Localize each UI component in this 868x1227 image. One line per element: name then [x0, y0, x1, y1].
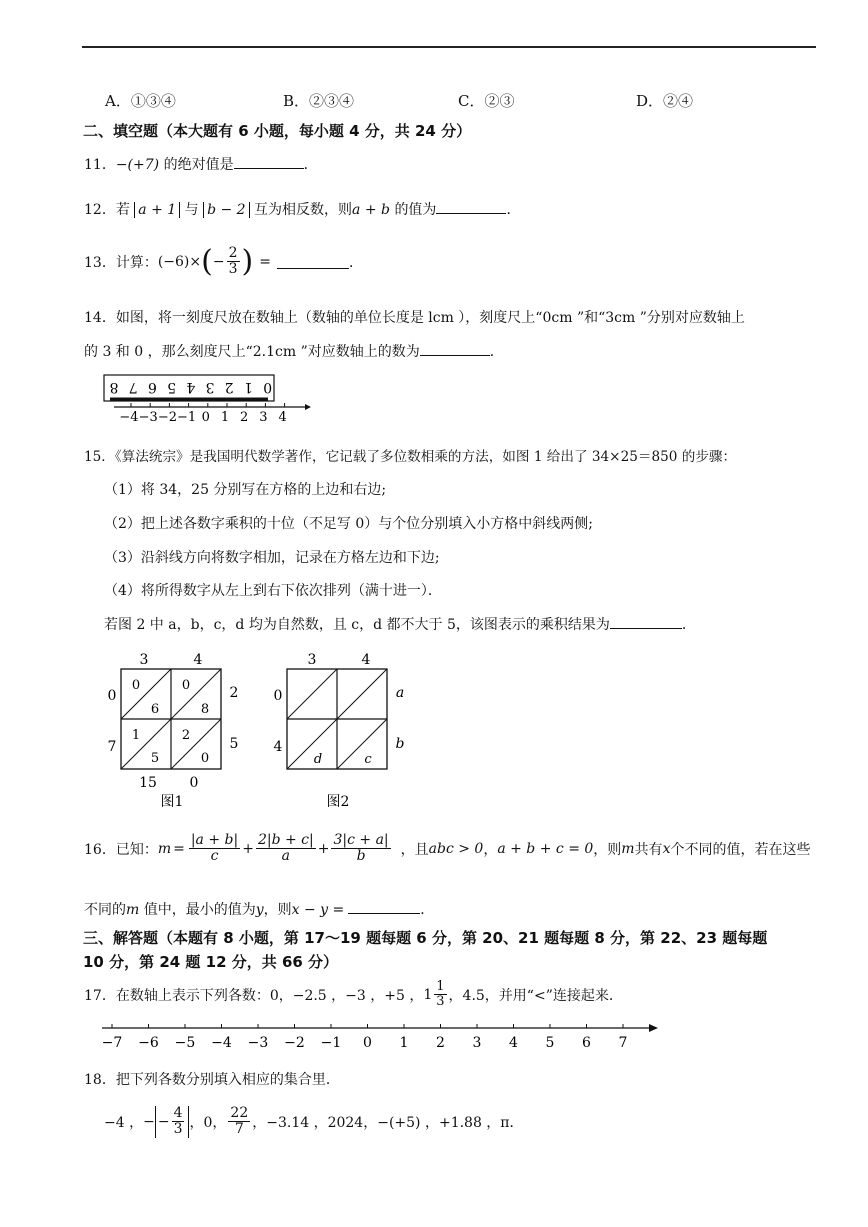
- q16-t1: ，且: [400, 841, 429, 858]
- q13-fraction: [227, 246, 240, 278]
- q16-line2: [84, 899, 434, 919]
- q16-frac3-den: b: [356, 848, 366, 865]
- q16-plus1: +: [242, 840, 254, 857]
- fig2-cell-d: d: [313, 752, 323, 767]
- section3-heading-line1: 三、解答题（本题有 8 小题，第 17～19 题每题 6 分，第 20、21 题每题 8 分，第 22、23 题每题: [83, 929, 768, 947]
- fig1-bottom-0: 15: [139, 775, 157, 791]
- fig1-cell-0-2: 0: [181, 678, 191, 693]
- q17-axis-label: −4: [211, 1035, 232, 1051]
- q16-m2: m: [621, 840, 635, 857]
- q17-axis-arrow: [649, 1024, 658, 1032]
- ruler-label: 4: [186, 379, 196, 395]
- fig1-cell-1-2: 2: [181, 728, 191, 743]
- q15-step1: （1）将 34，25 分别写在方格的上边和右边;: [104, 482, 387, 498]
- q17-axis-label: 6: [582, 1035, 591, 1051]
- q15-step4: （4）将所得数字从左上到右下依次排列（满十进一）．: [104, 583, 442, 599]
- q16-frac2-den: a: [281, 848, 291, 865]
- ruler-label: 0: [263, 379, 273, 395]
- ruler-label: 8: [109, 379, 119, 395]
- q18-b-den: 3: [173, 1121, 183, 1138]
- q16-m3: m: [126, 902, 140, 918]
- ruler-label: 5: [167, 379, 177, 395]
- fig1-cell-1-1: 5: [150, 751, 160, 766]
- q16-cond1: abc > 0: [428, 840, 484, 857]
- q14-axis-arrow: [305, 404, 311, 410]
- q13-den: 3: [228, 261, 238, 277]
- question-13: [84, 244, 363, 279]
- question-11: [84, 154, 318, 174]
- q17-axis-label: −1: [320, 1035, 342, 1051]
- q16-xy: x − y =: [291, 902, 345, 918]
- q15-step3: （3）沿斜线方向将数字相加，记录在方格左边和下边;: [104, 550, 440, 566]
- q11-end: ．: [303, 157, 318, 173]
- q16-m: m: [157, 840, 172, 857]
- q13-minus: −: [212, 253, 225, 270]
- q15-question-text: 若图 2 中 a，b，c，d 均为自然数，且 c，d 都不大于 5，该图表示的乘积结果为: [104, 617, 610, 633]
- q14-axis-label: −1: [177, 410, 197, 422]
- q16-frac3: [331, 833, 390, 865]
- fig2-right-1: b: [395, 736, 405, 752]
- q12-end: ．: [506, 202, 521, 218]
- q16-line2b: 值中，最小的值为: [143, 902, 256, 918]
- q18-b: −: [143, 1113, 155, 1130]
- q17-axis-label: −5: [174, 1035, 196, 1051]
- q16-frac2: [256, 833, 316, 865]
- q16-plus2: +: [317, 840, 330, 857]
- q12-t1: 与: [184, 202, 199, 218]
- q16-frac1-num: |a + b|: [190, 832, 239, 848]
- q16-frac2-num: 2|b + c|: [257, 832, 314, 848]
- q17-text: 17．在数轴上表示下列各数：0，−2.5 ，−3 ，+5 ，: [84, 987, 424, 1004]
- q14-axis-label: 3: [259, 410, 268, 422]
- q13-end: ．: [348, 254, 363, 271]
- q17-axis-label: 2: [436, 1035, 445, 1051]
- q14-axis-label: −3: [138, 410, 158, 422]
- q17-axis-label: −3: [247, 1035, 269, 1051]
- q16-end: ．: [420, 902, 435, 918]
- q13-lparen: (: [201, 244, 213, 279]
- q17-axis-label: 7: [618, 1035, 628, 1051]
- q17-frac-num: 1: [436, 979, 445, 994]
- q16-number: 16．已知：: [84, 841, 158, 858]
- q18-text: 18．把下列各数分别填入相应的集合里．: [84, 1072, 340, 1088]
- q13-num: 2: [228, 244, 238, 261]
- q14-axis-label: −4: [119, 410, 139, 422]
- q18-numbers: [104, 1106, 524, 1138]
- q18-abs: − $\frac{4}{3}$: [155, 1106, 190, 1138]
- fig2-right-0: a: [395, 685, 405, 701]
- q17-axis-label: 3: [472, 1035, 482, 1051]
- q13-a: (−6)×: [157, 253, 202, 270]
- q17-axis-label: 1: [399, 1035, 409, 1051]
- q14-axis-label: 1: [220, 410, 230, 422]
- q13-rparen: ): [241, 244, 254, 279]
- ruler-label: 6: [147, 379, 157, 395]
- q16-y: y: [255, 902, 264, 918]
- q15-step2: （2）把上述各数字乘积的十位（不足写 0）与个位分别填入小方格中斜线两侧;: [104, 516, 593, 532]
- q16-frac1-den: c: [210, 848, 219, 865]
- q14-axis-label: −2: [157, 410, 177, 422]
- q11-text: 的绝对值是: [163, 157, 234, 173]
- q17-axis-label: 4: [509, 1035, 518, 1051]
- q15-figure-1: [100, 648, 250, 813]
- q15-answer-blank[interactable]: [610, 614, 682, 629]
- q17-axis-label: 0: [363, 1035, 372, 1051]
- q13-answer-blank[interactable]: [277, 254, 349, 269]
- q16-line2c: ，则: [263, 902, 292, 918]
- q12-t3: 的值为: [394, 202, 437, 218]
- header-rule: [82, 46, 816, 48]
- q17-fraction: [434, 980, 446, 1010]
- q17-axis-label: 5: [545, 1035, 555, 1051]
- q14-axis-label: 0: [201, 410, 210, 422]
- q13-eq: =: [259, 253, 271, 270]
- question-17: [84, 980, 623, 1010]
- fig2-cell-c: c: [364, 752, 372, 767]
- fig1-cell-1-3: 0: [200, 751, 210, 766]
- q14-answer-blank[interactable]: [420, 341, 490, 356]
- q18-c-den: 7: [234, 1121, 244, 1138]
- q15-end: ．: [681, 617, 696, 633]
- q15-figure-2: [266, 648, 416, 813]
- option-b: B．②③④: [283, 92, 355, 110]
- fig2-left-1: 4: [273, 739, 283, 755]
- q14-axis-label: 2: [240, 410, 249, 422]
- ruler-label: 3: [205, 379, 215, 395]
- q12-expr: a + b: [352, 202, 390, 218]
- q14-ruler-figure: [100, 372, 315, 422]
- q18-c-num: 22: [230, 1105, 249, 1121]
- q17-tail: ，4.5，并用“<”连接起来．: [448, 987, 623, 1004]
- fig1-right-0: 2: [229, 685, 239, 701]
- fig1-right-1: 5: [229, 736, 239, 752]
- q11-expr: −(+7): [115, 157, 160, 173]
- fig1-caption: 图1: [160, 794, 184, 810]
- q14-line1: 14．如图，将一刻度尺放在数轴上（数轴的单位长度是 lcm ），刻度尺上“0cm ”和“3cm ”分别对应数轴上: [84, 310, 745, 326]
- q14-line2: [84, 341, 504, 361]
- q14-line2-text: 的 3 和 0 ，那么刻度尺上“2.1cm ”对应数轴上的数为: [84, 344, 420, 360]
- q17-number-line: [96, 1018, 666, 1058]
- q18-c: ，0，: [189, 1114, 227, 1131]
- ruler-label: 7: [128, 379, 138, 395]
- q17-axis-label: −2: [284, 1035, 305, 1051]
- q14-end: ．: [489, 344, 504, 360]
- q12-abs1: a + 1: [134, 202, 180, 218]
- q16-t3: 共有: [634, 841, 663, 858]
- section3-heading-line2: 10 分，第 24 题 12 分，共 66 分）: [83, 953, 339, 971]
- q12-answer-blank[interactable]: [436, 199, 506, 214]
- q18-frac-c: [228, 1106, 250, 1138]
- fig2-caption: 图2: [326, 794, 350, 810]
- ruler-label: 2: [224, 379, 234, 395]
- q16-cond2: a + b + c = 0: [497, 840, 594, 857]
- fig1-cell-1-0: 1: [131, 728, 141, 743]
- fig1-top-0: 3: [139, 652, 149, 668]
- fig1-left-0: 0: [107, 688, 117, 704]
- section2-heading: 二、填空题（本大题有 6 小题，每小题 4 分，共 24 分）: [83, 122, 472, 140]
- fig2-top-1: 4: [361, 652, 371, 668]
- fig1-bottom-1: 0: [189, 775, 199, 791]
- q17-axis-label: −7: [101, 1035, 123, 1051]
- q12-abs2: b − 2: [203, 202, 250, 218]
- option-a: A．①③④: [105, 92, 176, 110]
- fig1-left-1: 7: [107, 739, 117, 755]
- question-16: 16．已知： m = $\frac{|a + b|}{c}$ + $\frac{2|b + c|}{a}$ + $\frac{3|c + a|}{b}$ ，且 abc > 0 ， a + b + c = 0 ，则 m 共有 x 个不同的值，若在这些: [84, 832, 811, 865]
- ruler-label: 1: [243, 379, 253, 395]
- q18-b-num: 4: [173, 1105, 183, 1121]
- q15-line1: 15．《算法统宗》是我国明代数学著作，它记载了多位数相乘的方法，如图 1 给出了 34×25＝850 的步骤：: [84, 449, 737, 465]
- fig1-top-1: 4: [193, 652, 203, 668]
- q16-line2a: 不同的: [84, 902, 126, 918]
- q16-x: x: [662, 840, 671, 857]
- question-12: [84, 199, 520, 219]
- fig2-left-0: 0: [273, 688, 283, 704]
- fig2-top-0: 3: [307, 652, 317, 668]
- q16-equals: =: [173, 840, 185, 857]
- option-d: D．②④: [636, 92, 694, 110]
- fig1-cell-0-1: 6: [150, 702, 160, 717]
- q16-answer-blank[interactable]: [348, 899, 420, 914]
- q11-answer-blank[interactable]: [234, 154, 304, 169]
- q18-a: −4 ，: [104, 1114, 144, 1131]
- q16-t2: ，则: [593, 841, 622, 858]
- q15-question: [104, 614, 696, 634]
- fig1-cell-0-3: 8: [200, 702, 210, 717]
- q18-d: ，−3.14 ，2024，−(+5) ，+1.88 ，π．: [252, 1114, 524, 1131]
- fig1-cell-0-0: 0: [131, 678, 141, 693]
- q12-number: 12．若: [84, 202, 130, 218]
- q17-axis-label: −6: [138, 1035, 159, 1051]
- q16-frac1: [189, 833, 240, 865]
- q18-frac-b: [172, 1106, 185, 1138]
- option-c: C．②③: [458, 92, 515, 110]
- q17-frac-den: 3: [436, 994, 445, 1010]
- q12-t2: 互为相反数，则: [254, 202, 353, 218]
- q16-t4: 个不同的值，若在这些: [670, 841, 811, 858]
- q16-frac3-num: 3|c + a|: [333, 832, 389, 848]
- q14-axis-label: 4: [278, 410, 287, 422]
- q11-number: 11．: [84, 157, 116, 173]
- q13-number: 13．计算：: [84, 254, 158, 271]
- q17-whole: 1: [423, 986, 433, 1003]
